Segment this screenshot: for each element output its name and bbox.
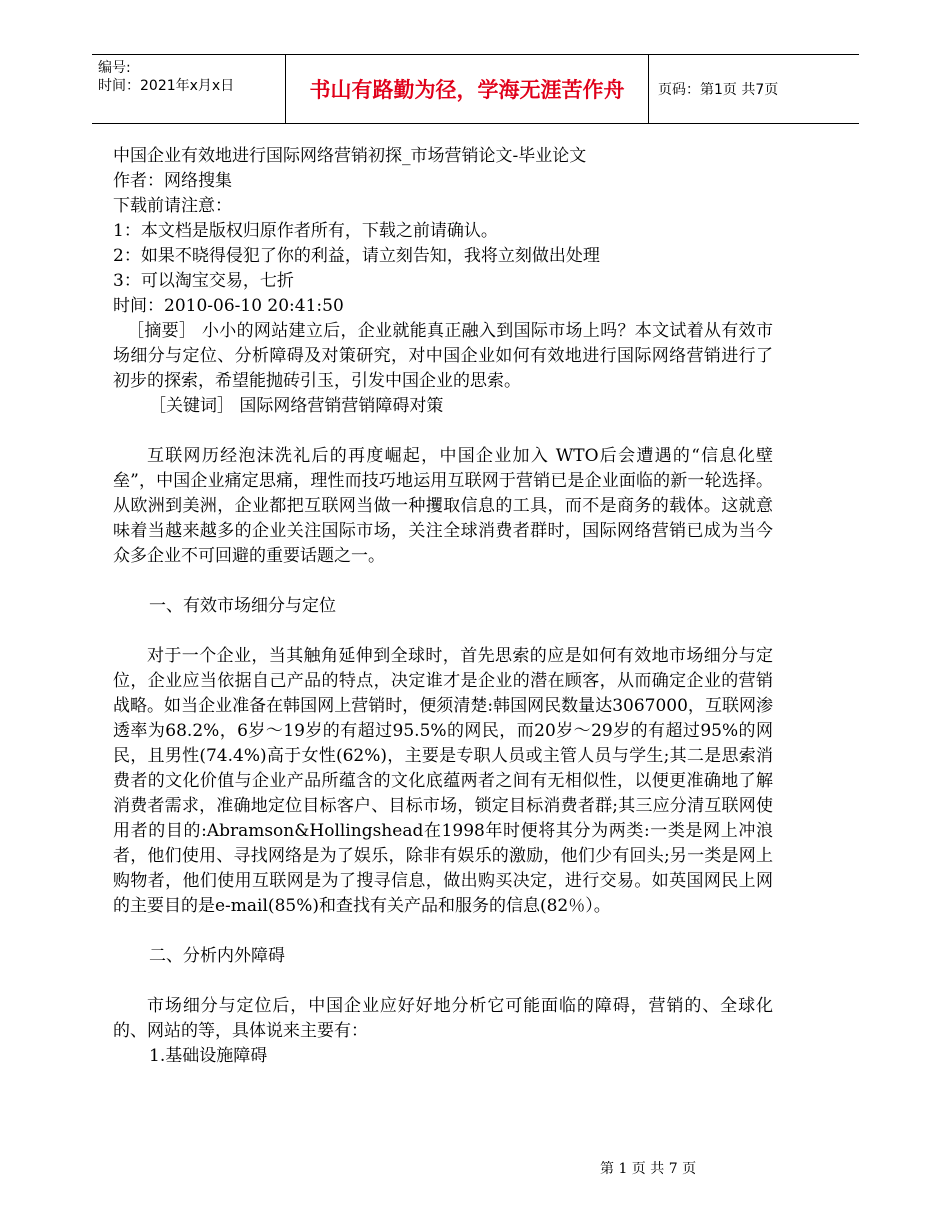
list-item-1: 1.基础设施障碍 xyxy=(149,1046,268,1066)
intro-paragraph: 互联网历经泡沫洗礼后的再度崛起，中国企业加入 WTO后会遭遇的“信息化壁垒”，中国企业痛定思痛，理性而技巧地运用互联网于营销已是企业面临的新一轮选择。从欧洲到美洲，企业都把互联网当做一种攫取信息的工具，而不是商务的载体。这就意味着当越来越多的企业关注国际市场，关注全球消费者群时，国际网络营销已成为当今众多企业不可回避的重要话题之一。 xyxy=(113,446,773,566)
notice-title: 下载前请注意： xyxy=(113,196,232,216)
header-left xyxy=(98,59,234,95)
section-1-heading: 一、有效市场细分与定位 xyxy=(149,596,336,616)
page-header xyxy=(92,54,859,124)
document-body xyxy=(113,144,773,1069)
section-1-paragraph: 对于一个企业，当其触角延伸到全球时，首先思索的应是如何有效地市场细分与定位，企业应当依据自己产品的特点，决定谁才是企业的潜在顾客，从而确定企业的营销战略。如当企业准备在韩国网上营销时，便须清楚:韩国网民数量达3067000，互联网渗透率为68.2%，6岁～19岁的有超过95.5%的网民，而20岁～29岁的有超过95%的网民，且男性(74.4%)高于女性(62%)，主要是专职人员或主管人员与学生;其二是思索消费者的文化价值与企业产品所蕴含的文化底蕴两者之间有无相似性，以便更准确地了解消费者需求，准确地定位目标客户、目标市场，锁定目标消费者群;其三应分清互联网使用者的目的:Abramson&Hollingshead在1998年时便将其分为两类:一类是网上冲浪者，他们使用、寻找网络是为了娱乐，除非有娱乐的激励，他们少有回头;另一类是网上购物者，他们使用互联网是为了搜寻信息，做出购买决定，进行交易。如英国网民上网的主要目的是e-mail(85%)和查找有关产品和服务的信息(82％）。 xyxy=(113,646,773,916)
time-label: 时间：2021年x月x日 xyxy=(98,78,235,94)
author-line: 作者：网络搜集 xyxy=(113,171,232,191)
notice-item-2: 2：如果不晓得侵犯了你的利益，请立刻告知，我将立刻做出处理 xyxy=(113,246,600,266)
section-2-heading: 二、分析内外障碍 xyxy=(149,946,285,966)
section-2-paragraph: 市场细分与定位后，中国企业应好好地分析它可能面临的障碍，营销的、全球化的、网站的等，具体说来主要有： xyxy=(113,996,773,1041)
number-label: 编号: xyxy=(98,60,131,76)
keywords-line: ［关键词］ 国际网络营销营销障碍对策 xyxy=(149,396,444,416)
abstract-paragraph: ［摘要］ 小小的网站建立后，企业就能真正融入到国际市场上吗？本文试着从有效市场细分与定位、分析障碍及对策研究，对中国企业如何有效地进行国际网络营销进行了初步的探索，希望能抛砖引玉，引发中国企业的思索。 xyxy=(113,321,773,391)
time-line: 时间：2010-06-10 20:41:50 xyxy=(113,296,344,316)
document-title: 中国企业有效地进行国际网络营销初探_市场营销论文-毕业论文 xyxy=(113,146,587,166)
notice-item-1: 1：本文档是版权归原作者所有，下载之前请确认。 xyxy=(113,221,498,241)
page-footer: 第 1 页 共 7 页 xyxy=(600,1161,697,1177)
notice-item-3: 3：可以淘宝交易，七折 xyxy=(113,271,294,291)
motto-banner: 书山有路勤为径，学海无涯苦作舟 xyxy=(285,55,649,123)
header-page-info: 页码：第1页 共7页 xyxy=(658,82,779,98)
